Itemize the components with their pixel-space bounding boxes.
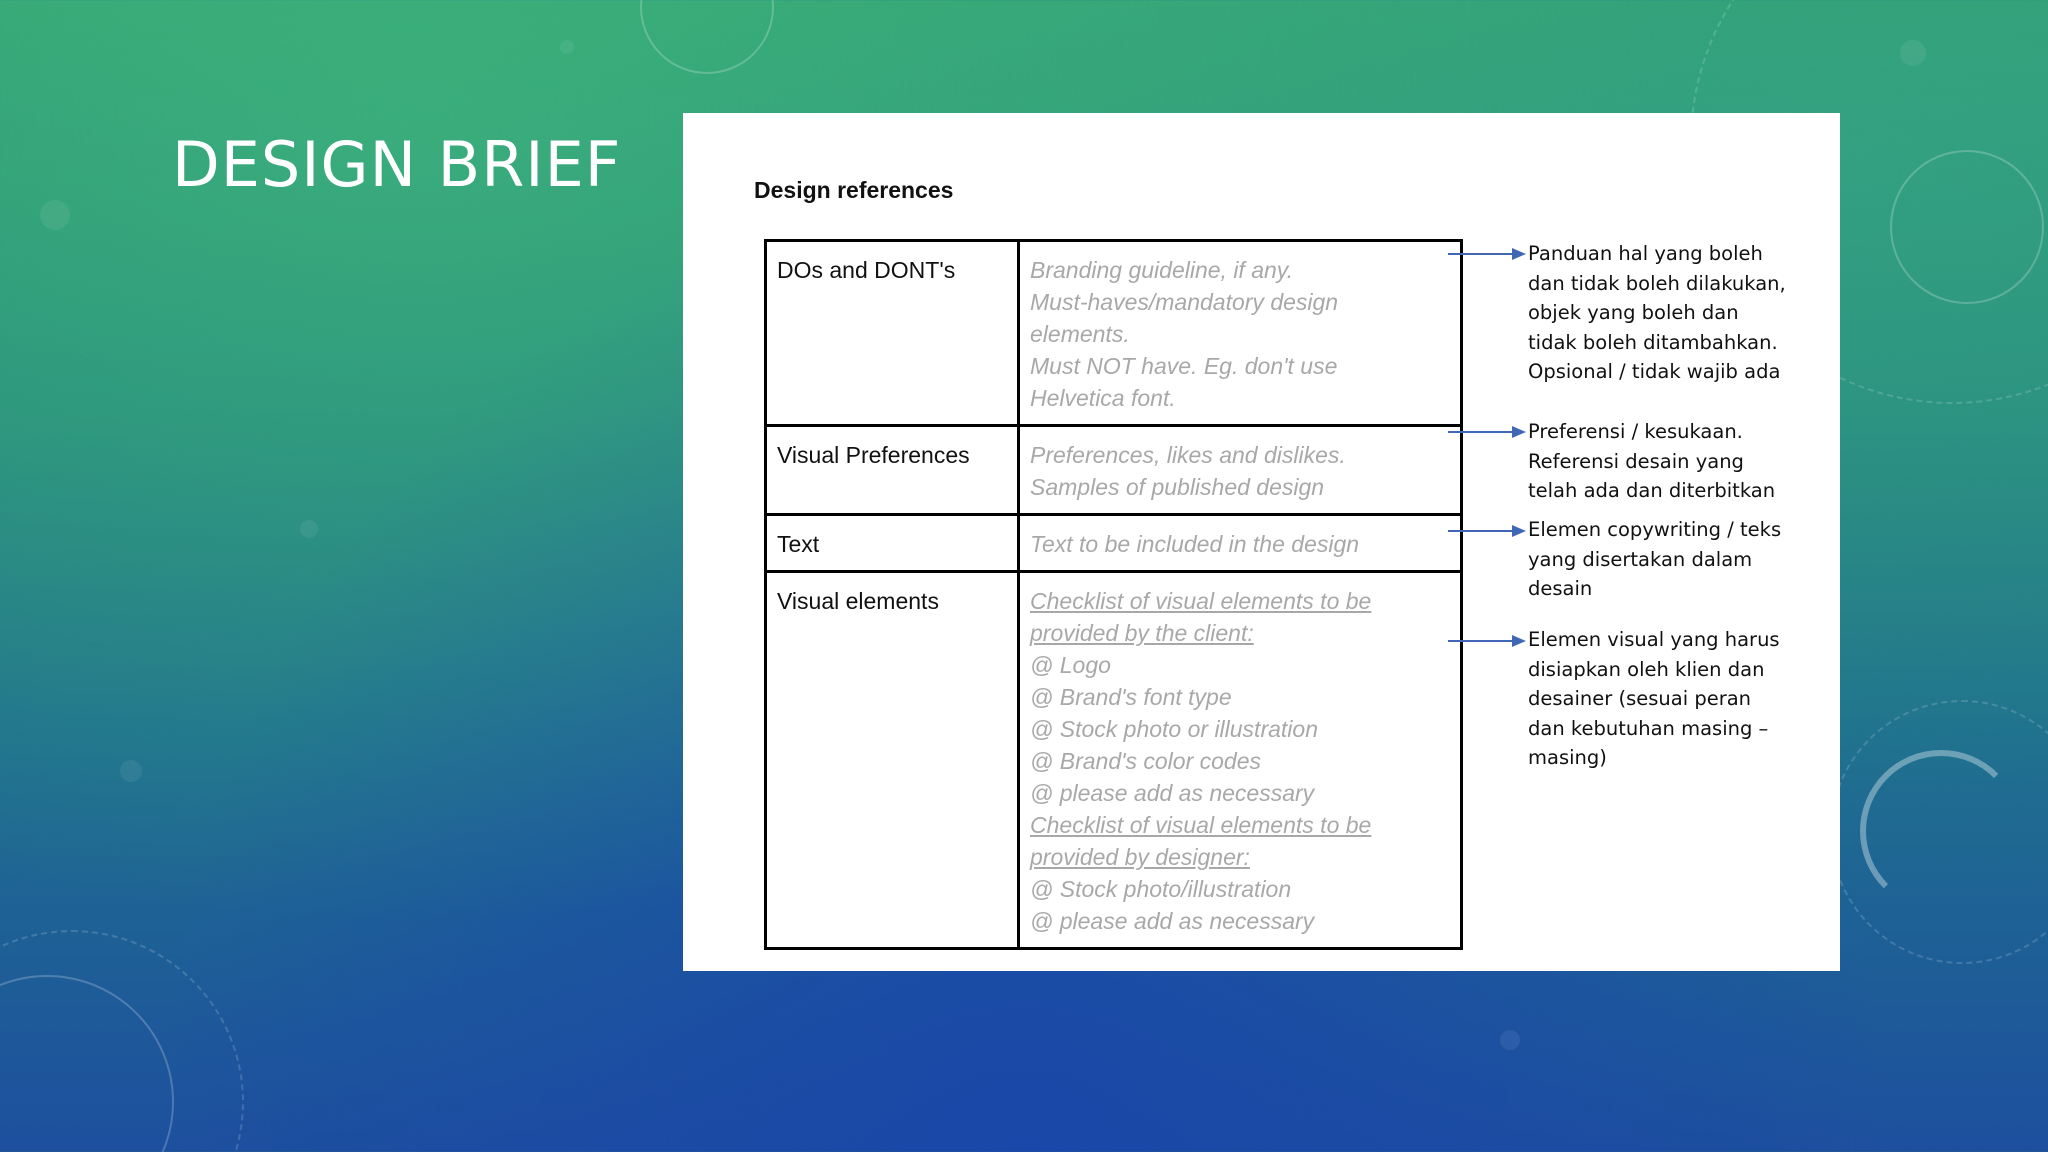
annotation-line: dan tidak boleh dilakukan, xyxy=(1528,271,1786,295)
decorative-ring xyxy=(640,0,774,74)
arrow-right-icon xyxy=(1448,422,1528,442)
description-line: @ Brand's font type xyxy=(1030,684,1232,710)
design-references-table xyxy=(764,239,1463,950)
description-line: Samples of published design xyxy=(1030,474,1325,500)
annotation-line: Preferensi / kesukaan. xyxy=(1528,420,1743,443)
description-line: provided by designer: xyxy=(1030,844,1250,870)
annotation-line: masing) xyxy=(1528,746,1607,769)
description-line: @ please add as necessary xyxy=(1030,780,1315,806)
row-description xyxy=(1019,572,1462,949)
background-bokeh xyxy=(1500,1030,1520,1050)
arrow-right-icon xyxy=(1448,631,1528,651)
description-line: Text to be included in the design xyxy=(1030,531,1360,557)
row-description xyxy=(1019,515,1462,572)
description-line: Preferences, likes and dislikes. xyxy=(1030,442,1346,468)
annotation-line: desainer (sesuai peran xyxy=(1528,687,1752,710)
annotation-line: disiapkan oleh klien dan xyxy=(1528,657,1765,681)
row-label: Text xyxy=(766,515,1019,572)
description-line: elements. xyxy=(1030,321,1130,347)
description-line: @ Stock photo/illustration xyxy=(1030,876,1292,902)
table-row xyxy=(766,241,1462,426)
document-image xyxy=(683,113,1840,971)
annotation-line: tidak boleh ditambahkan. xyxy=(1528,330,1778,354)
description-line: @ please add as necessary xyxy=(1030,908,1315,934)
annotation-dos-donts xyxy=(1528,239,1818,387)
background-bokeh xyxy=(560,40,574,54)
description-line: provided by the client: xyxy=(1030,620,1254,646)
row-description xyxy=(1019,241,1462,426)
annotation-visual-preferences xyxy=(1528,417,1818,506)
annotation-line: telah ada dan diterbitkan xyxy=(1528,479,1776,502)
row-label: Visual elements xyxy=(766,572,1019,949)
annotation-line: desain xyxy=(1528,577,1593,600)
description-line: Must NOT have. Eg. don't use xyxy=(1030,353,1338,379)
description-line: @ Stock photo or illustration xyxy=(1030,716,1318,742)
decorative-ring xyxy=(1830,700,2048,964)
annotation-line: dan kebutuhan masing – xyxy=(1528,716,1769,740)
row-description xyxy=(1019,426,1462,515)
background-bokeh xyxy=(300,520,318,538)
annotation-line: yang disertakan dalam xyxy=(1528,547,1753,571)
annotation-visual-elements xyxy=(1528,625,1818,773)
arrow-right-icon xyxy=(1448,521,1528,541)
decorative-ring xyxy=(0,930,244,1152)
description-line: @ Logo xyxy=(1030,652,1111,678)
description-line: Branding guideline, if any. xyxy=(1030,257,1293,283)
description-line: Helvetica font. xyxy=(1030,385,1176,411)
annotation-line: Opsional / tidak wajib ada xyxy=(1528,360,1781,383)
table-row xyxy=(766,426,1462,515)
arrow-right-icon xyxy=(1448,244,1528,264)
description-line: Checklist of visual elements to be xyxy=(1030,588,1372,614)
decorative-ring xyxy=(1890,150,2044,304)
row-label: DOs and DONT's xyxy=(766,241,1019,426)
annotation-line: Elemen visual yang harus xyxy=(1528,628,1780,651)
row-label: Visual Preferences xyxy=(766,426,1019,515)
document-heading: Design references xyxy=(754,177,954,203)
slide-title: DESIGN BRIEF xyxy=(172,128,622,201)
description-line: @ Brand's color codes xyxy=(1030,748,1262,774)
annotation-text xyxy=(1528,515,1818,604)
background-bokeh xyxy=(120,760,142,782)
description-line: Checklist of visual elements to be xyxy=(1030,812,1372,838)
table-row xyxy=(766,515,1462,572)
annotation-line: Panduan hal yang boleh xyxy=(1528,242,1763,265)
description-line: Must-haves/mandatory design xyxy=(1030,289,1339,315)
annotation-line: objek yang boleh dan xyxy=(1528,301,1739,324)
annotation-line: Elemen copywriting / teks xyxy=(1528,518,1782,541)
background-bokeh xyxy=(40,200,70,230)
table-row xyxy=(766,572,1462,949)
annotation-line: Referensi desain yang xyxy=(1528,449,1744,473)
